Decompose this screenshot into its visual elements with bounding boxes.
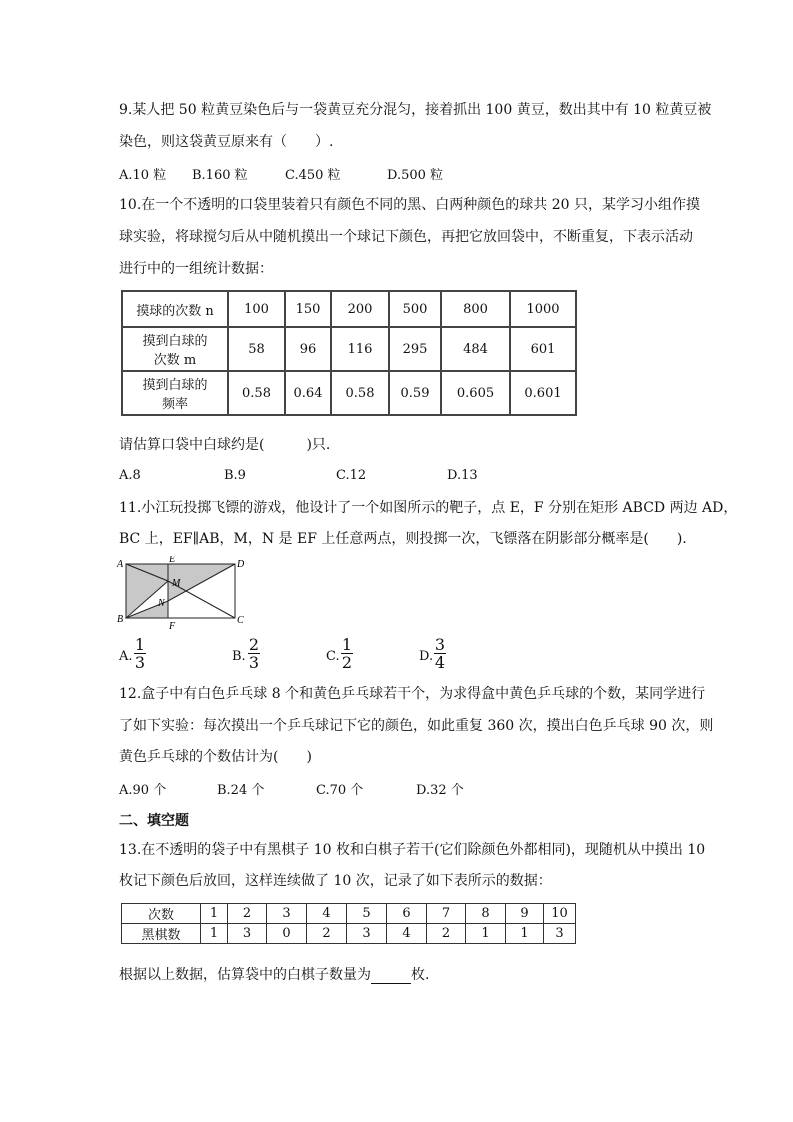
table-cell: 200 <box>331 291 389 327</box>
denominator: 3 <box>248 653 260 672</box>
table-cell: 3 <box>544 924 576 944</box>
q9-option-a: A.10 粒 <box>119 168 167 183</box>
table-cell: 0.58 <box>228 371 285 415</box>
label-e: E <box>169 556 176 565</box>
denominator: 4 <box>434 653 446 672</box>
q9-option-d: D.500 粒 <box>387 168 444 183</box>
q10-prompt: 请估算口袋中白球约是( )只. <box>119 437 331 453</box>
table-cell: 0.601 <box>510 371 576 415</box>
q10-option-a: A.8 <box>119 468 141 483</box>
q10-stat-table <box>121 290 577 416</box>
table-cell: 295 <box>389 327 441 371</box>
label-n: N <box>158 598 165 609</box>
table-cell: 9 <box>506 904 544 924</box>
table-cell: 2 <box>427 924 466 944</box>
table-cell: 6 <box>387 904 427 924</box>
section-title: 二、填空题 <box>119 813 189 829</box>
q10-option-d: D.13 <box>447 468 478 483</box>
table-cell: 3 <box>347 924 387 944</box>
q12-option-c: C.70 个 <box>316 783 364 798</box>
table-cell: 0.59 <box>389 371 441 415</box>
answer-blank[interactable] <box>371 969 411 984</box>
row-label-line: 频率 <box>161 397 188 412</box>
label-a: A <box>117 559 124 570</box>
q10-text-line3: 进行中的一组统计数据： <box>119 261 273 277</box>
numerator: 3 <box>434 635 446 654</box>
q12-option-d: D.32 个 <box>416 783 464 798</box>
table-cell: 100 <box>228 291 285 327</box>
table-cell: 2 <box>307 924 347 944</box>
q9-text-line2: 染色，则这袋黄豆原来有（ ）. <box>119 134 334 150</box>
q11-text-line2: BC 上，EF∥AB，M，N 是 EF 上任意两点，则投掷一次，飞镖落在阴影部分概率是( ). <box>119 531 687 547</box>
table-cell: 150 <box>285 291 331 327</box>
table-cell: 0.605 <box>441 371 510 415</box>
q9-option-c: C.450 粒 <box>285 168 341 183</box>
table-cell: 7 <box>427 904 466 924</box>
q12-text-line3: 黄色乒乓球的个数估计为( ) <box>119 749 312 765</box>
table-cell: 116 <box>331 327 389 371</box>
q13-stat-table <box>121 903 576 944</box>
table-header-cell: 次数 <box>122 904 201 924</box>
table-header-cell: 摸球的次数 n <box>122 291 228 327</box>
table-cell: 0 <box>267 924 307 944</box>
table-cell: 5 <box>347 904 387 924</box>
table-cell: 3 <box>267 904 307 924</box>
q10-text-line2: 球实验，将球搅匀后从中随机摸出一个球记下颜色，再把它放回袋中，不断重复，下表示活动 <box>119 229 693 245</box>
q13-prompt <box>119 966 429 984</box>
table-row <box>122 924 576 944</box>
q11-option-c-letter: C. <box>326 649 340 664</box>
q11-option-d-letter: D. <box>419 649 434 664</box>
table-cell: 500 <box>389 291 441 327</box>
table-cell: 601 <box>510 327 576 371</box>
q12-text-line1: 12.盒子中有白色乒乓球 8 个和黄色乒乓球若干个，为求得盒中黄色乒乓球的个数，某同学进行 <box>119 686 706 702</box>
table-row <box>122 291 576 327</box>
table-header-cell <box>122 371 228 415</box>
q13-text-line1: 13.在不透明的袋子中有黑棋子 10 枚和白棋子若干(它们除颜色外都相同)，现随机从中摸出 10 <box>119 842 706 858</box>
label-m: M <box>172 578 181 589</box>
q13-prompt-suffix: 枚. <box>411 967 430 983</box>
table-header-cell <box>122 327 228 371</box>
table-cell: 484 <box>441 327 510 371</box>
table-row <box>122 327 576 371</box>
label-b: B <box>117 614 124 625</box>
denominator: 2 <box>341 653 353 672</box>
table-cell: 1 <box>201 924 228 944</box>
label-d: D <box>237 559 245 570</box>
table-cell: 1000 <box>510 291 576 327</box>
table-cell: 800 <box>441 291 510 327</box>
q10-option-b: B.9 <box>224 468 246 483</box>
q11-text-line1: 11.小江玩投掷飞镖的游戏，他设计了一个如图所示的靶子，点 E，F 分别在矩形 ABCD 两边 AD， <box>119 500 738 516</box>
denominator: 3 <box>134 653 146 672</box>
q13-prompt-text: 根据以上数据，估算袋中的白棋子数量为 <box>119 967 371 983</box>
q11-option-c-fraction <box>341 636 353 671</box>
q9-option-b: B.160 粒 <box>192 168 248 183</box>
q13-text-line2: 枚记下颜色后放回，这样连续做了 10 次，记录了如下表所示的数据： <box>119 873 552 889</box>
table-cell: 0.64 <box>285 371 331 415</box>
row-label-line: 摸到白球的 <box>142 334 208 349</box>
q9-text-line1: 9.某人把 50 粒黄豆染色后与一袋黄豆充分混匀，接着抓出 100 黄豆，数出其中有 10 粒黄豆被 <box>119 102 712 118</box>
numerator: 2 <box>248 635 260 654</box>
q11-option-b-letter: B. <box>232 649 246 664</box>
q12-option-a: A.90 个 <box>119 783 167 798</box>
row-label-line: 摸到白球的 <box>142 378 208 393</box>
table-cell: 1 <box>506 924 544 944</box>
q10-option-c: C.12 <box>336 468 367 483</box>
q11-option-a-fraction <box>134 636 146 671</box>
label-f: F <box>169 621 176 632</box>
table-cell: 96 <box>285 327 331 371</box>
table-cell: 2 <box>228 904 267 924</box>
q10-text-line1: 10.在一个不透明的口袋里装着只有颜色不同的黑、白两种颜色的球共 20 只，某学习小组作摸 <box>119 197 700 213</box>
table-cell: 0.58 <box>331 371 389 415</box>
table-cell: 4 <box>387 924 427 944</box>
q11-option-a-letter: A. <box>119 649 133 664</box>
q12-text-line2: 了如下实验：每次摸出一个乒乓球记下它的颜色，如此重复 360 次，摸出白色乒乓球 90 次，则 <box>119 718 714 734</box>
numerator: 1 <box>134 635 146 654</box>
table-cell: 4 <box>307 904 347 924</box>
row-label-line: 次数 m <box>153 353 197 368</box>
q12-option-b: B.24 个 <box>217 783 265 798</box>
table-cell: 10 <box>544 904 576 924</box>
q11-target-figure <box>116 556 266 632</box>
table-cell: 3 <box>228 924 267 944</box>
numerator: 1 <box>341 635 353 654</box>
q11-option-d-fraction <box>434 636 446 671</box>
label-c: C <box>237 615 244 626</box>
table-row <box>122 371 576 415</box>
table-row <box>122 904 576 924</box>
table-cell: 1 <box>201 904 228 924</box>
q11-option-b-fraction <box>248 636 260 671</box>
table-cell: 58 <box>228 327 285 371</box>
table-cell: 1 <box>466 924 506 944</box>
table-cell: 8 <box>466 904 506 924</box>
table-header-cell: 黑棋数 <box>122 924 201 944</box>
